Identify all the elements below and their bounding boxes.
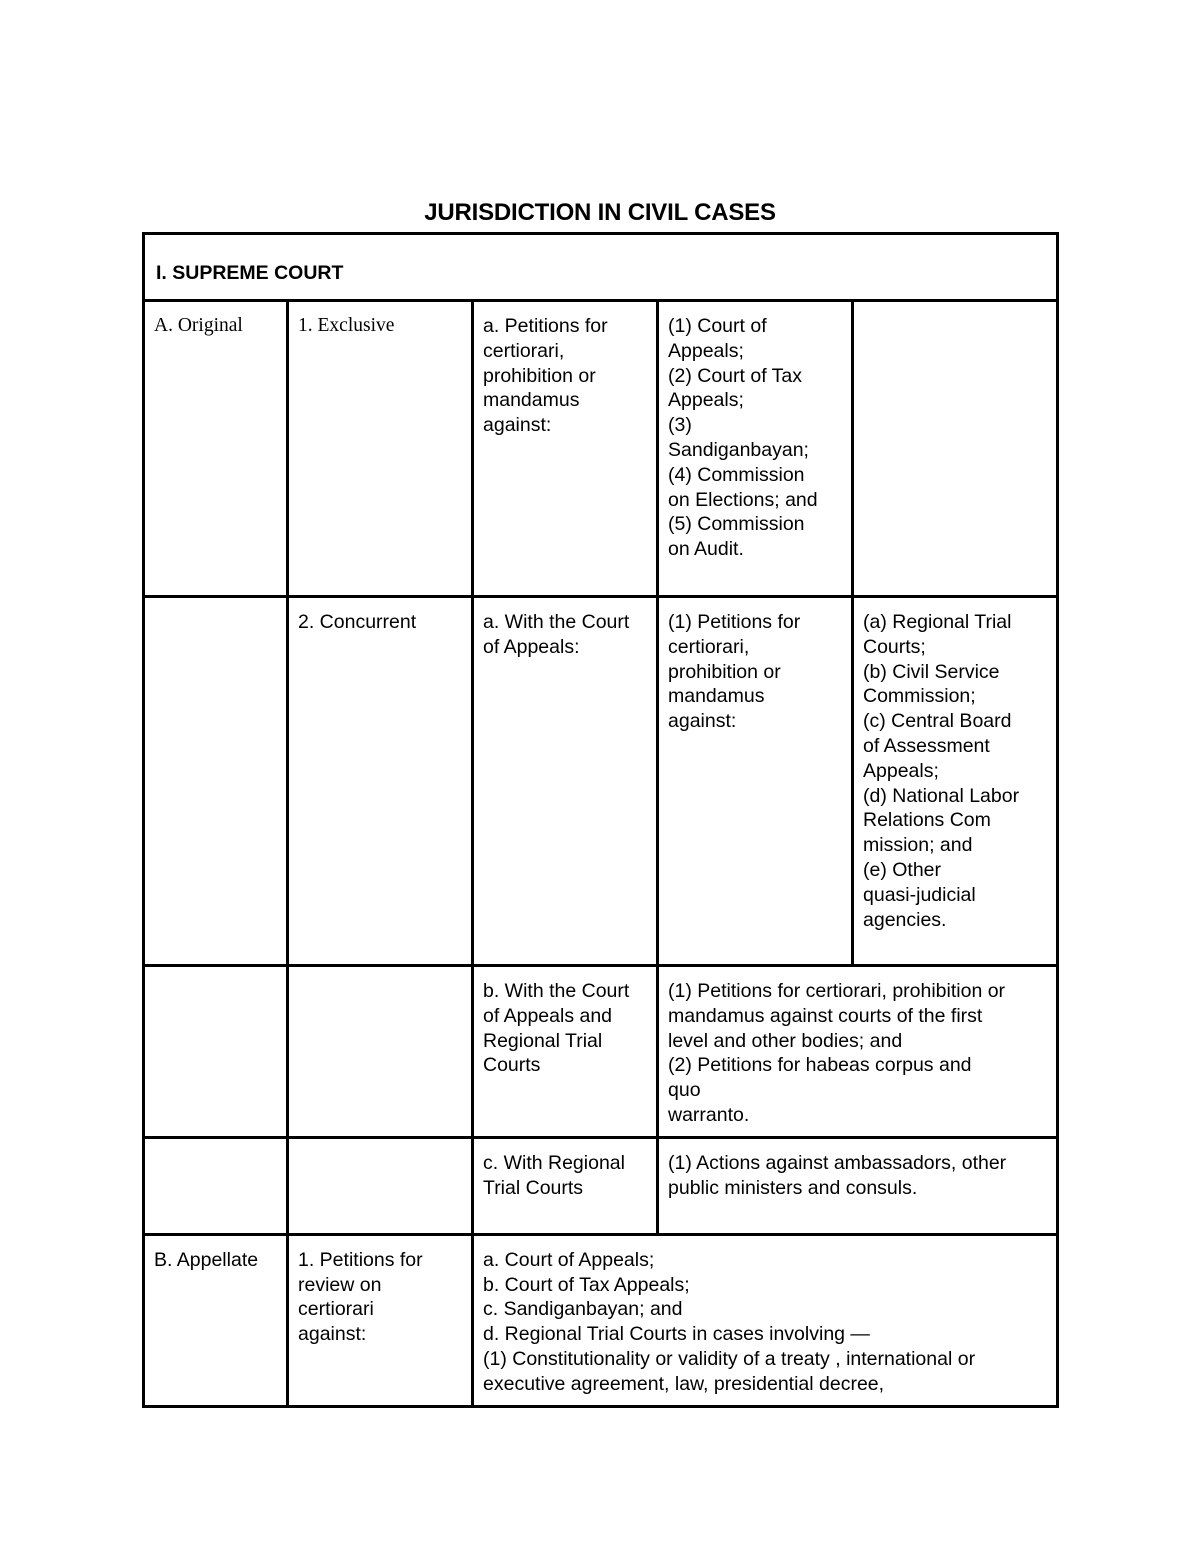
text-line: mandamus [483, 389, 580, 412]
text-line: Relations Com [863, 809, 991, 832]
table-row [144, 1137, 1058, 1234]
text-line: (1) Petitions for [668, 611, 801, 633]
text-line: c. Sandiganbayan; and [483, 1298, 683, 1321]
text-line: mission; and [863, 834, 973, 857]
text-line: executive agreement, law, presidential decree, [483, 1372, 885, 1395]
text-line: (1) Actions against ambassadors, other [668, 1151, 1007, 1174]
text-line: (1) Petitions for certiorari, prohibition or [668, 980, 1006, 1002]
bodies-cell [853, 597, 1058, 966]
text-line: of Appeals and [483, 1004, 613, 1027]
text-line: Trial Courts [483, 1176, 584, 1199]
text-line: Regional Trial [483, 1029, 603, 1052]
details-cell [658, 966, 1058, 1138]
jurisdiction-type-cell: 2. Concurrent [288, 597, 473, 966]
text-line: Courts; [863, 635, 926, 658]
text-line: Commission; [863, 685, 976, 708]
text-line: against: [483, 414, 552, 437]
petitions-cell [658, 597, 853, 966]
text-line: Appeals; [863, 759, 939, 782]
text-line: a. Petitions for [483, 315, 608, 337]
text-line: (c) Central Board [863, 710, 1012, 733]
text-line: of Appeals: [483, 635, 580, 658]
text-line: Appeals; [668, 389, 744, 412]
section-heading-row [144, 234, 1058, 301]
empty-cell [288, 1137, 473, 1234]
text-line: mandamus [668, 685, 765, 708]
text-line: of Assessment [863, 734, 990, 757]
text-line: (1) Constitutionality or validity of a treaty , international or [483, 1347, 976, 1370]
text-line: against: [298, 1323, 367, 1346]
text-line: level and other bodies; and [668, 1029, 903, 1052]
bodies-cell [658, 301, 853, 597]
text-line: certiorari [298, 1298, 374, 1321]
section-heading: I. SUPREME COURT [144, 234, 1058, 301]
text-line: b. Court of Tax Appeals; [483, 1273, 690, 1296]
text-line: d. Regional Trial Courts in cases involving — [483, 1323, 870, 1346]
text-line: (a) Regional Trial [863, 611, 1012, 633]
text-line: (2) Court of Tax [668, 364, 803, 387]
text-line: (1) Court of [668, 315, 767, 337]
text-line: (4) Commission [668, 463, 805, 486]
table-row [144, 597, 1058, 966]
table-row [144, 966, 1058, 1138]
document-title: JURISDICTION IN CIVIL CASES [424, 199, 776, 226]
text-line: Courts [483, 1054, 541, 1077]
text-line: 1. Petitions for [298, 1248, 423, 1271]
text-line: certiorari, [483, 339, 565, 362]
text-line: (3) [668, 414, 692, 437]
subject-cell [473, 301, 658, 597]
table-row [144, 1234, 1058, 1406]
text-line: a. Court of Appeals; [483, 1248, 655, 1271]
text-line: on Audit. [668, 538, 744, 561]
text-line: review on [298, 1273, 382, 1296]
text-line: (e) Other [863, 858, 942, 881]
text-line: (d) National Labor [863, 784, 1020, 807]
text-line: (b) Civil Service [863, 660, 1000, 683]
text-line: prohibition or [668, 660, 781, 683]
table-row [144, 301, 1058, 597]
category-cell: A. Original [144, 301, 288, 597]
jurisdiction-type-cell: 1. Exclusive [288, 301, 473, 597]
text-line: warranto. [668, 1103, 750, 1126]
text-line: (2) Petitions for habeas corpus and [668, 1054, 972, 1077]
text-line: b. With the Court [483, 980, 630, 1002]
jurisdiction-type-cell [288, 1234, 473, 1406]
text-line: agencies. [863, 908, 947, 931]
text-line: mandamus against courts of the first [668, 1004, 983, 1027]
text-line: prohibition or [483, 364, 596, 387]
subject-cell [473, 966, 658, 1138]
empty-cell [144, 966, 288, 1138]
empty-cell [144, 1137, 288, 1234]
empty-cell [144, 597, 288, 966]
text-line: (5) Commission [668, 513, 805, 536]
text-line: certiorari, [668, 635, 750, 658]
text-line: on Elections; and [668, 488, 818, 511]
text-line: against: [668, 710, 737, 733]
text-line: quasi-judicial [863, 883, 976, 906]
text-line: Sandiganbayan; [668, 438, 809, 461]
empty-cell [853, 301, 1058, 597]
details-cell [473, 1234, 1058, 1406]
empty-cell [288, 966, 473, 1138]
subject-cell [473, 1137, 658, 1234]
category-cell: B. Appellate [144, 1234, 288, 1406]
text-line: quo [668, 1079, 701, 1102]
details-cell [658, 1137, 1058, 1234]
text-line: public ministers and consuls. [668, 1176, 918, 1199]
subject-cell [473, 597, 658, 966]
text-line: Appeals; [668, 339, 744, 362]
text-line: a. With the Court [483, 611, 630, 633]
jurisdiction-table [142, 232, 1059, 1408]
text-line: c. With Regional [483, 1151, 625, 1174]
